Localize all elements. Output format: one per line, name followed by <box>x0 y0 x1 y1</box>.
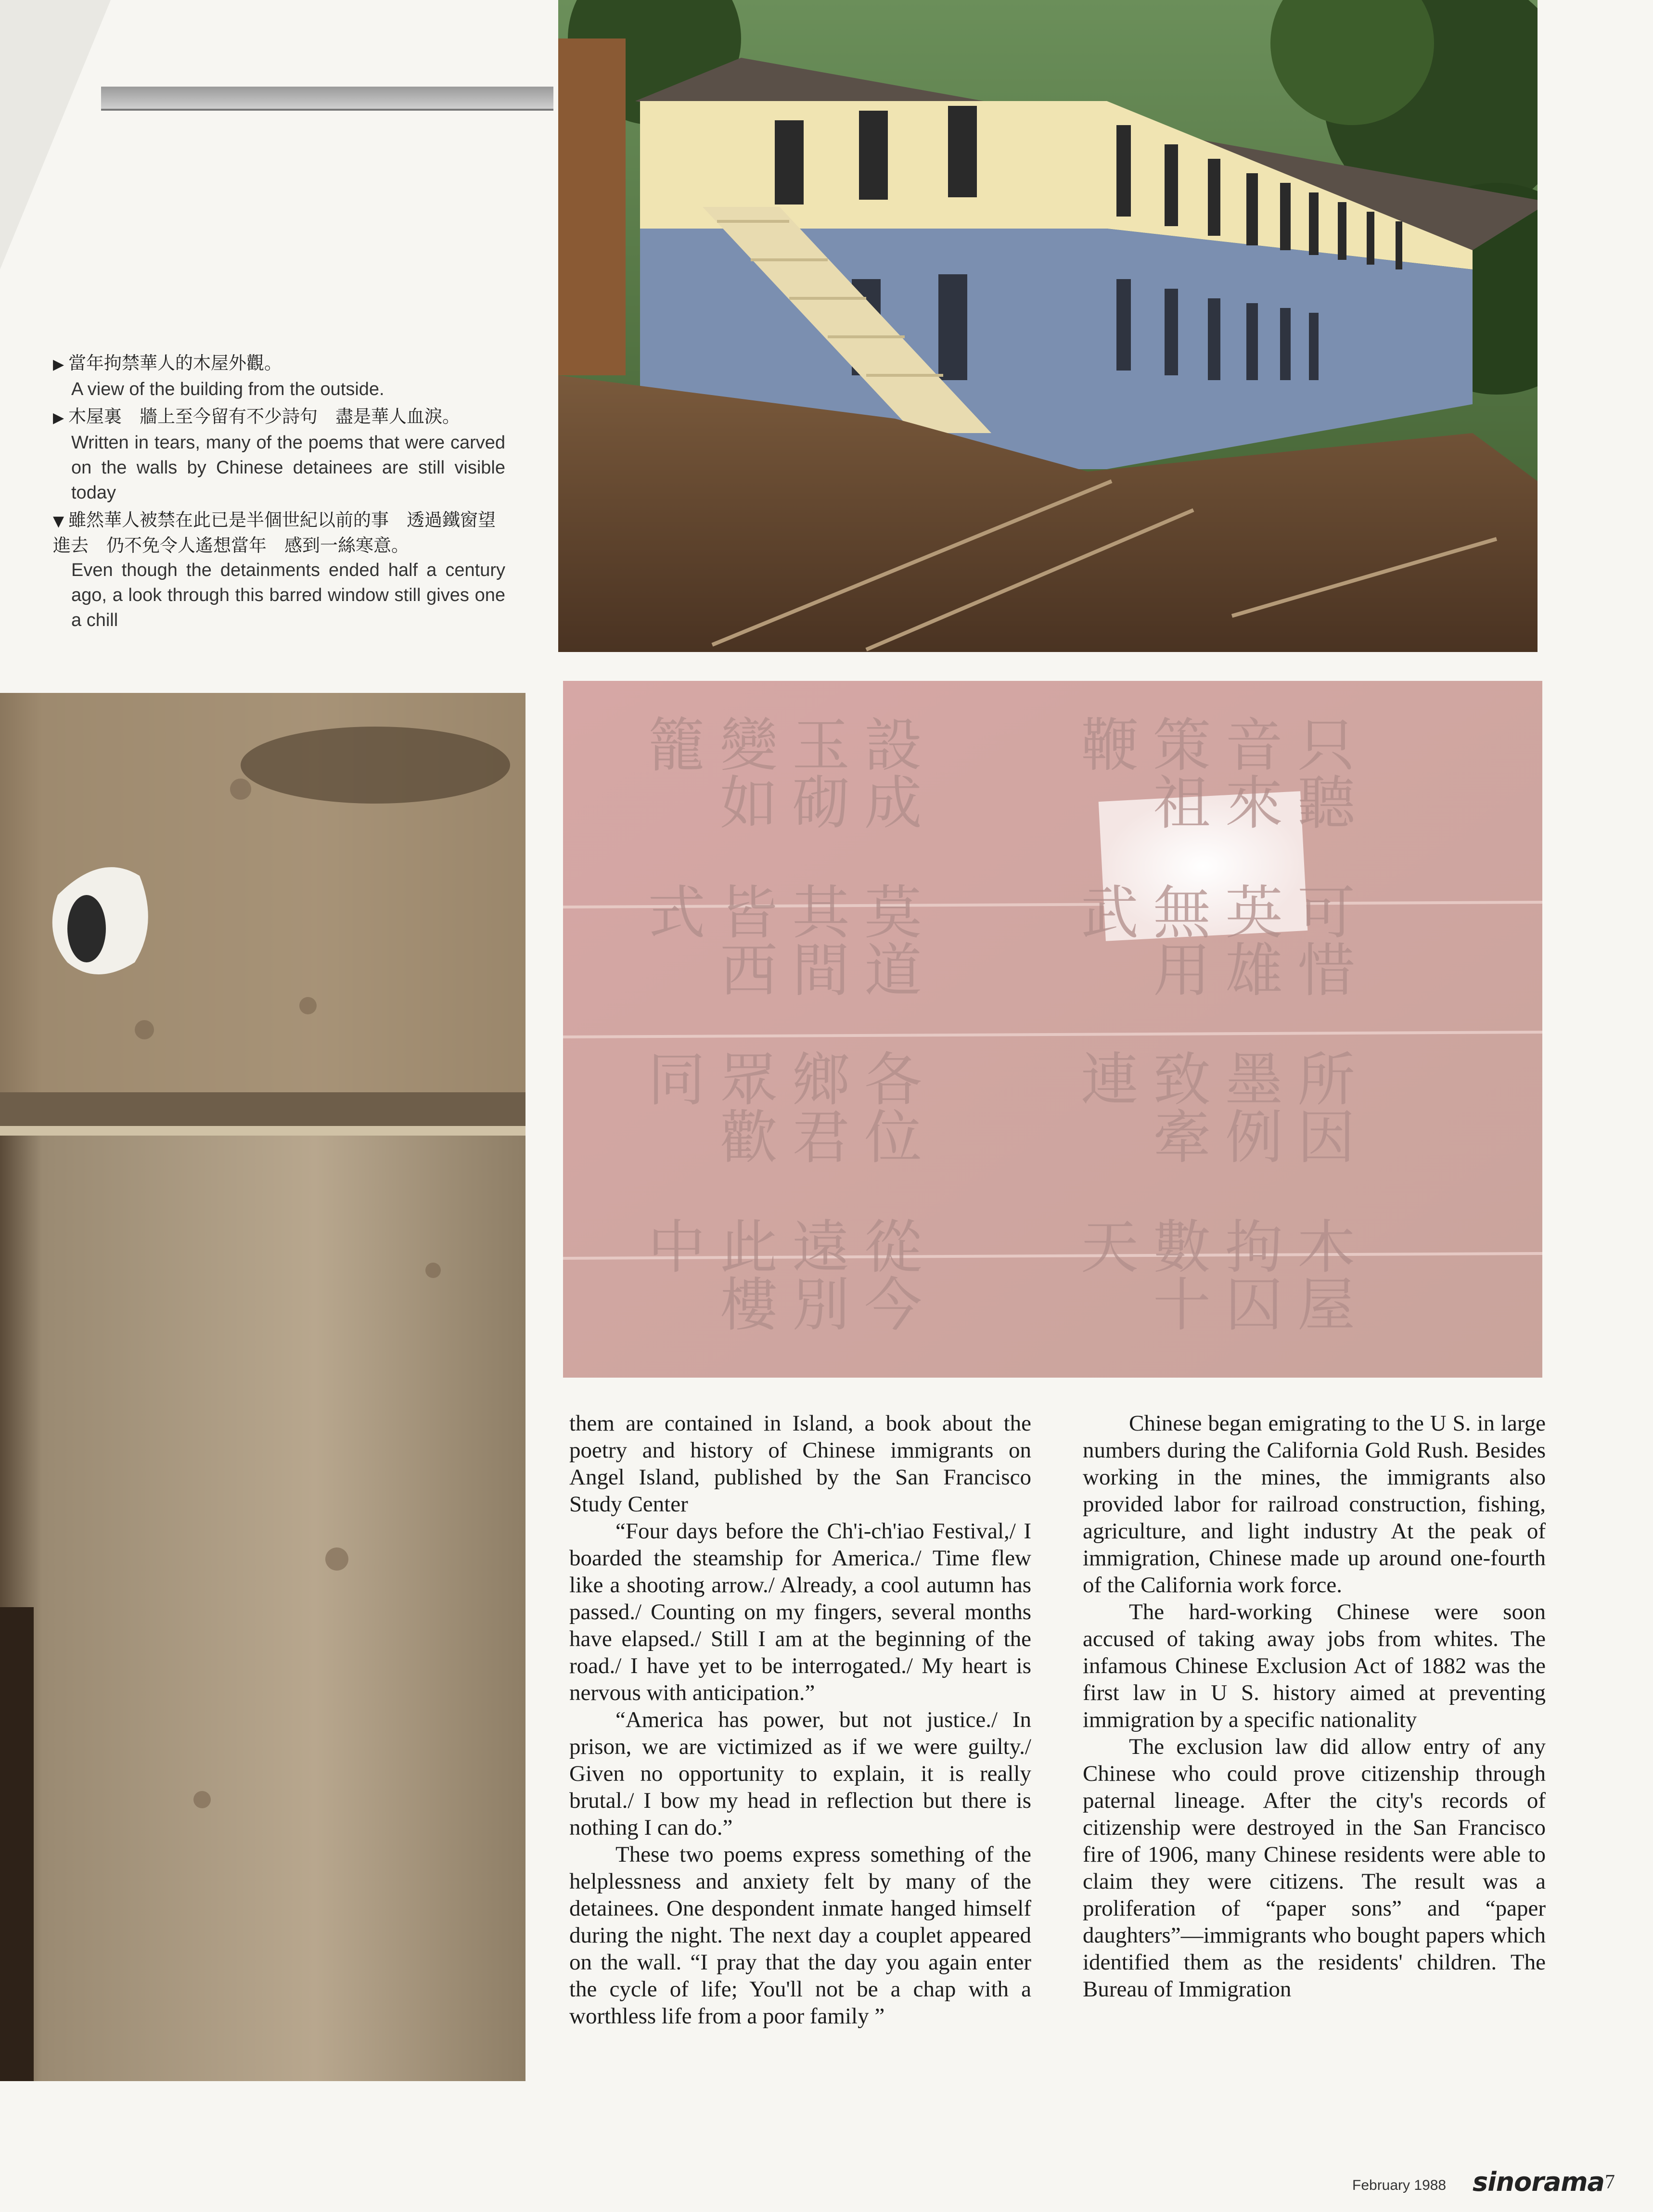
wall-illustration <box>0 693 525 2081</box>
caption-2-zh: ▶ 木屋裏 牆上至今留有不少詩句 盡是華人血淚。 <box>53 405 505 430</box>
page-fold <box>0 0 111 269</box>
article-column-right <box>1083 1410 1546 2003</box>
header-rule-shadow <box>101 109 553 111</box>
photo-captions <box>53 351 505 636</box>
triangle-right-icon: ▶ <box>53 409 64 426</box>
article-paragraph: The exclusion law did allow entry of any Chinese who could prove citizenship through paternal lineage. After the city's records of citizenship were destroyed in the San Francisco fire of 1906, many Chinese residents were able to claim they were citizens. The result was a proliferation of “paper sons” and “paper daughters”—immigrants who bought papers which identified them as the residents' children. The Bureau of Immigration <box>1083 1734 1546 2002</box>
magazine-logo: sinorama <box>1473 2167 1604 2197</box>
poem-left-column: 設成玉砌變如籠 <box>638 715 922 830</box>
poem-left-group <box>635 715 924 1364</box>
article-paragraph: “Four days before the Ch'i-ch'iao Festival,/ I boarded the steamship for America./ Time flew like a shooting arrow./ Already, a cool autumn has passed./ Counting on my fingers, several months have elapsed./ Still I am at the beginning of the road./ I have yet to be interrogated./ My heart is nervous with anticipation.” <box>569 1519 1031 1705</box>
article-paragraph: “America has power, but not justice./ In prison, we are victimized as if we were guilty./ Given no opportunity to explain, it is really brutal./ I bow my head in reflection but there is nothing I can do.” <box>569 1707 1031 1840</box>
page-number: 7 <box>1605 2171 1615 2193</box>
article-paragraph: them are contained in Island, a book about the poetry and history of Chinese immigrants on Angel Island, published by the San Francisco Study Center <box>569 1411 1031 1517</box>
triangle-down-icon: ▼ <box>53 513 64 530</box>
page-footer <box>1352 2167 1622 2196</box>
caption-2-en: Written in tears, many of the poems that were carved on the walls by Chinese detainees are still visible today <box>71 433 505 503</box>
caption-3-zh: ▼ 雖然華人被禁在此已是半個世紀以前的事 透過鐵窗望進去 仍不免令人遙想當年 感到一絲寒意。 <box>53 510 496 556</box>
poem-left-column: 從今遠別此樓中 <box>638 1216 922 1332</box>
article-paragraph: The hard-working Chinese were soon accused of taking away jobs from whites. The infamous Chinese Exclusion Act of 1882 was the first law in U S. history aimed at preventing immigration by a specific nationality <box>1083 1599 1546 1732</box>
poem-right-column: 木屋拘囚數十天 <box>1071 1216 1355 1332</box>
carved-poems-photo <box>563 681 1542 1378</box>
poem-right-column: 所因墨例致牽連 <box>1071 1049 1355 1164</box>
caption-3-en: Even though the detainments ended half a century ago, a look through this barred window still gives one a chill <box>71 560 505 630</box>
poem-right-group <box>1068 715 1357 1364</box>
header-rule <box>101 87 553 109</box>
building-illustration <box>558 0 1538 652</box>
caption-1-en: A view of the building from the outside. <box>71 379 384 399</box>
barred-window-photo <box>0 693 525 2081</box>
caption-1-zh: ▶ 當年拘禁華人的木屋外觀。 <box>53 351 505 377</box>
triangle-right-icon: ▶ <box>53 356 64 373</box>
footer-date: February 1988 <box>1352 2177 1447 2193</box>
building-photo <box>558 0 1538 652</box>
article-column-middle <box>569 1410 1031 2030</box>
poem-left-column: 莫道其間皆西式 <box>638 882 922 997</box>
poem-right-column: 只聽音來策祖鞭 <box>1071 715 1355 830</box>
article-paragraph: Chinese began emigrating to the U S. in large numbers during the California Gold Rush. Besides working in the mines, the immigrants also provided labor for railroad construction, fishing, agriculture, and light industry At the peak of immigration, Chinese made up around one-fourth of the California work force. <box>1083 1411 1546 1598</box>
article-paragraph: These two poems express something of the helplessness and anxiety felt by many of the detainees. One despondent inmate hanged himself during the night. The next day a couplet appeared on the wall. “I pray that the day you again enter the cycle of life; You'll not be a chap with a worthless life from a poor family ” <box>569 1842 1031 2029</box>
poem-left-column: 各位鄉君眾歡同 <box>638 1049 922 1164</box>
poem-right-column: 可惜英雄無用武 <box>1071 882 1355 997</box>
